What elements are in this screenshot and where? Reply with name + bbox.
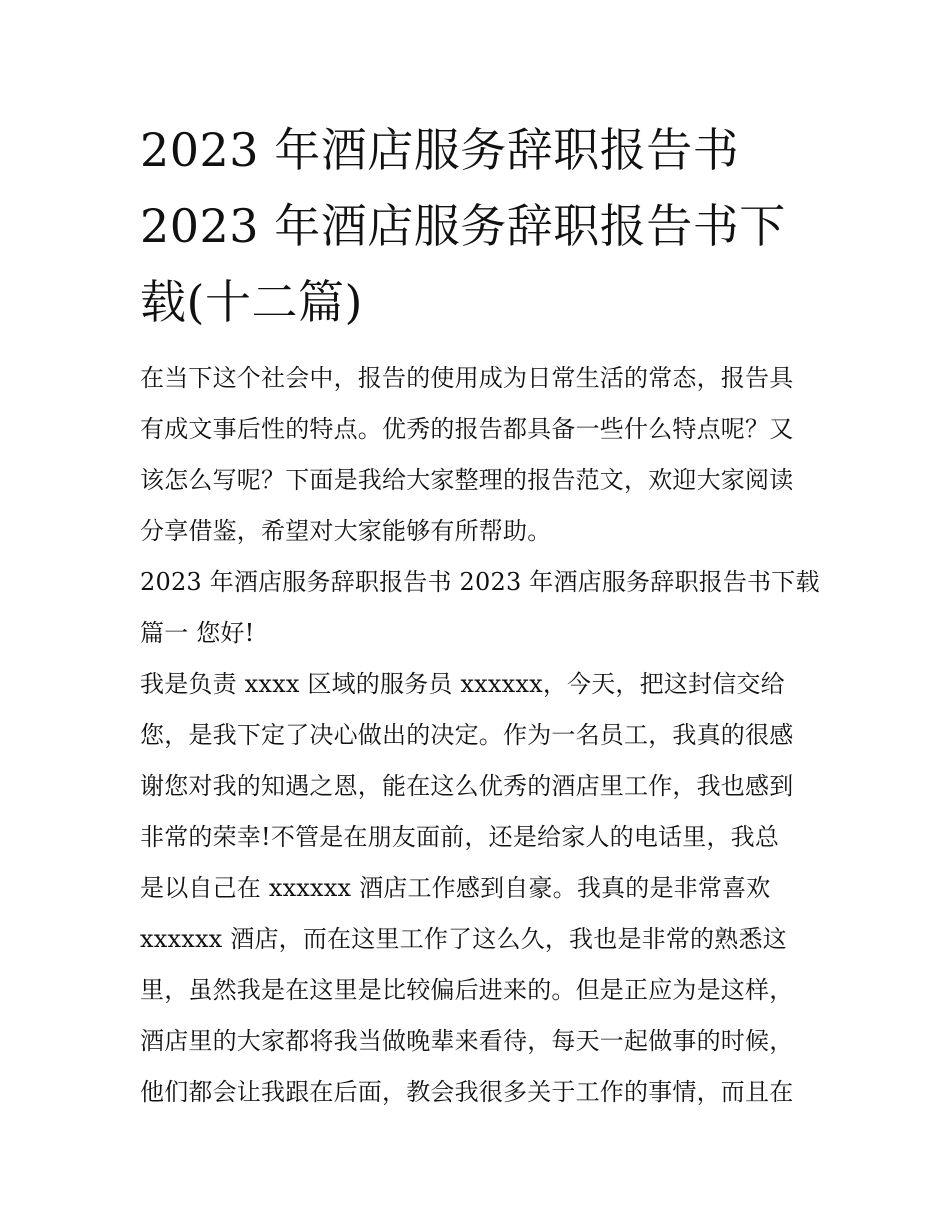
document-body [140, 353, 820, 1118]
title-line: 载(十二篇) [140, 275, 363, 329]
body-line: 您，是我下定了决心做出的决定。作为一名员工，我真的很感 [140, 721, 794, 749]
body-line: 他们都会让我跟在后面，教会我很多关于工作的事情，而且在 [140, 1078, 794, 1106]
body-line: 是以自己在 xxxxxx 酒店工作感到自豪。我真的是非常喜欢 [140, 874, 771, 902]
body-line: 里，虽然我是在这里是比较偏后进来的。但是正应为是这样， [140, 976, 794, 1004]
body-line: 有成文事后性的特点。优秀的报告都具备一些什么特点呢？又 [140, 415, 794, 443]
title-line: 2023 年酒店服务辞职报告书 [140, 123, 740, 177]
title-line: 2023 年酒店服务辞职报告书下 [140, 199, 786, 253]
body-line: 在当下这个社会中，报告的使用成为日常生活的常态，报告具 [140, 364, 794, 392]
body-line: xxxxxx 酒店，而在这里工作了这么久，我也是非常的熟悉这 [140, 925, 787, 953]
body-line: 分享借鉴，希望对大家能够有所帮助。 [140, 517, 552, 545]
body-line: 非常的荣幸!不管是在朋友面前，还是给家人的电话里，我总 [140, 823, 780, 851]
body-line: 酒店里的大家都将我当做晚辈来看待，每天一起做事的时候， [140, 1027, 794, 1055]
document-title [140, 112, 820, 340]
section-heading-line: 2023 年酒店服务辞职报告书 2023 年酒店服务辞职报告书下载 [140, 568, 820, 596]
body-line: 该怎么写呢？下面是我给大家整理的报告范文，欢迎大家阅读 [140, 466, 794, 494]
body-line: 谢您对我的知遇之恩，能在这么优秀的酒店里工作，我也感到 [140, 772, 794, 800]
section-heading-line: 篇一 您好! [140, 619, 255, 647]
body-line: 我是负责 xxxx 区域的服务员 xxxxxx，今天，把这封信交给 [140, 670, 785, 698]
